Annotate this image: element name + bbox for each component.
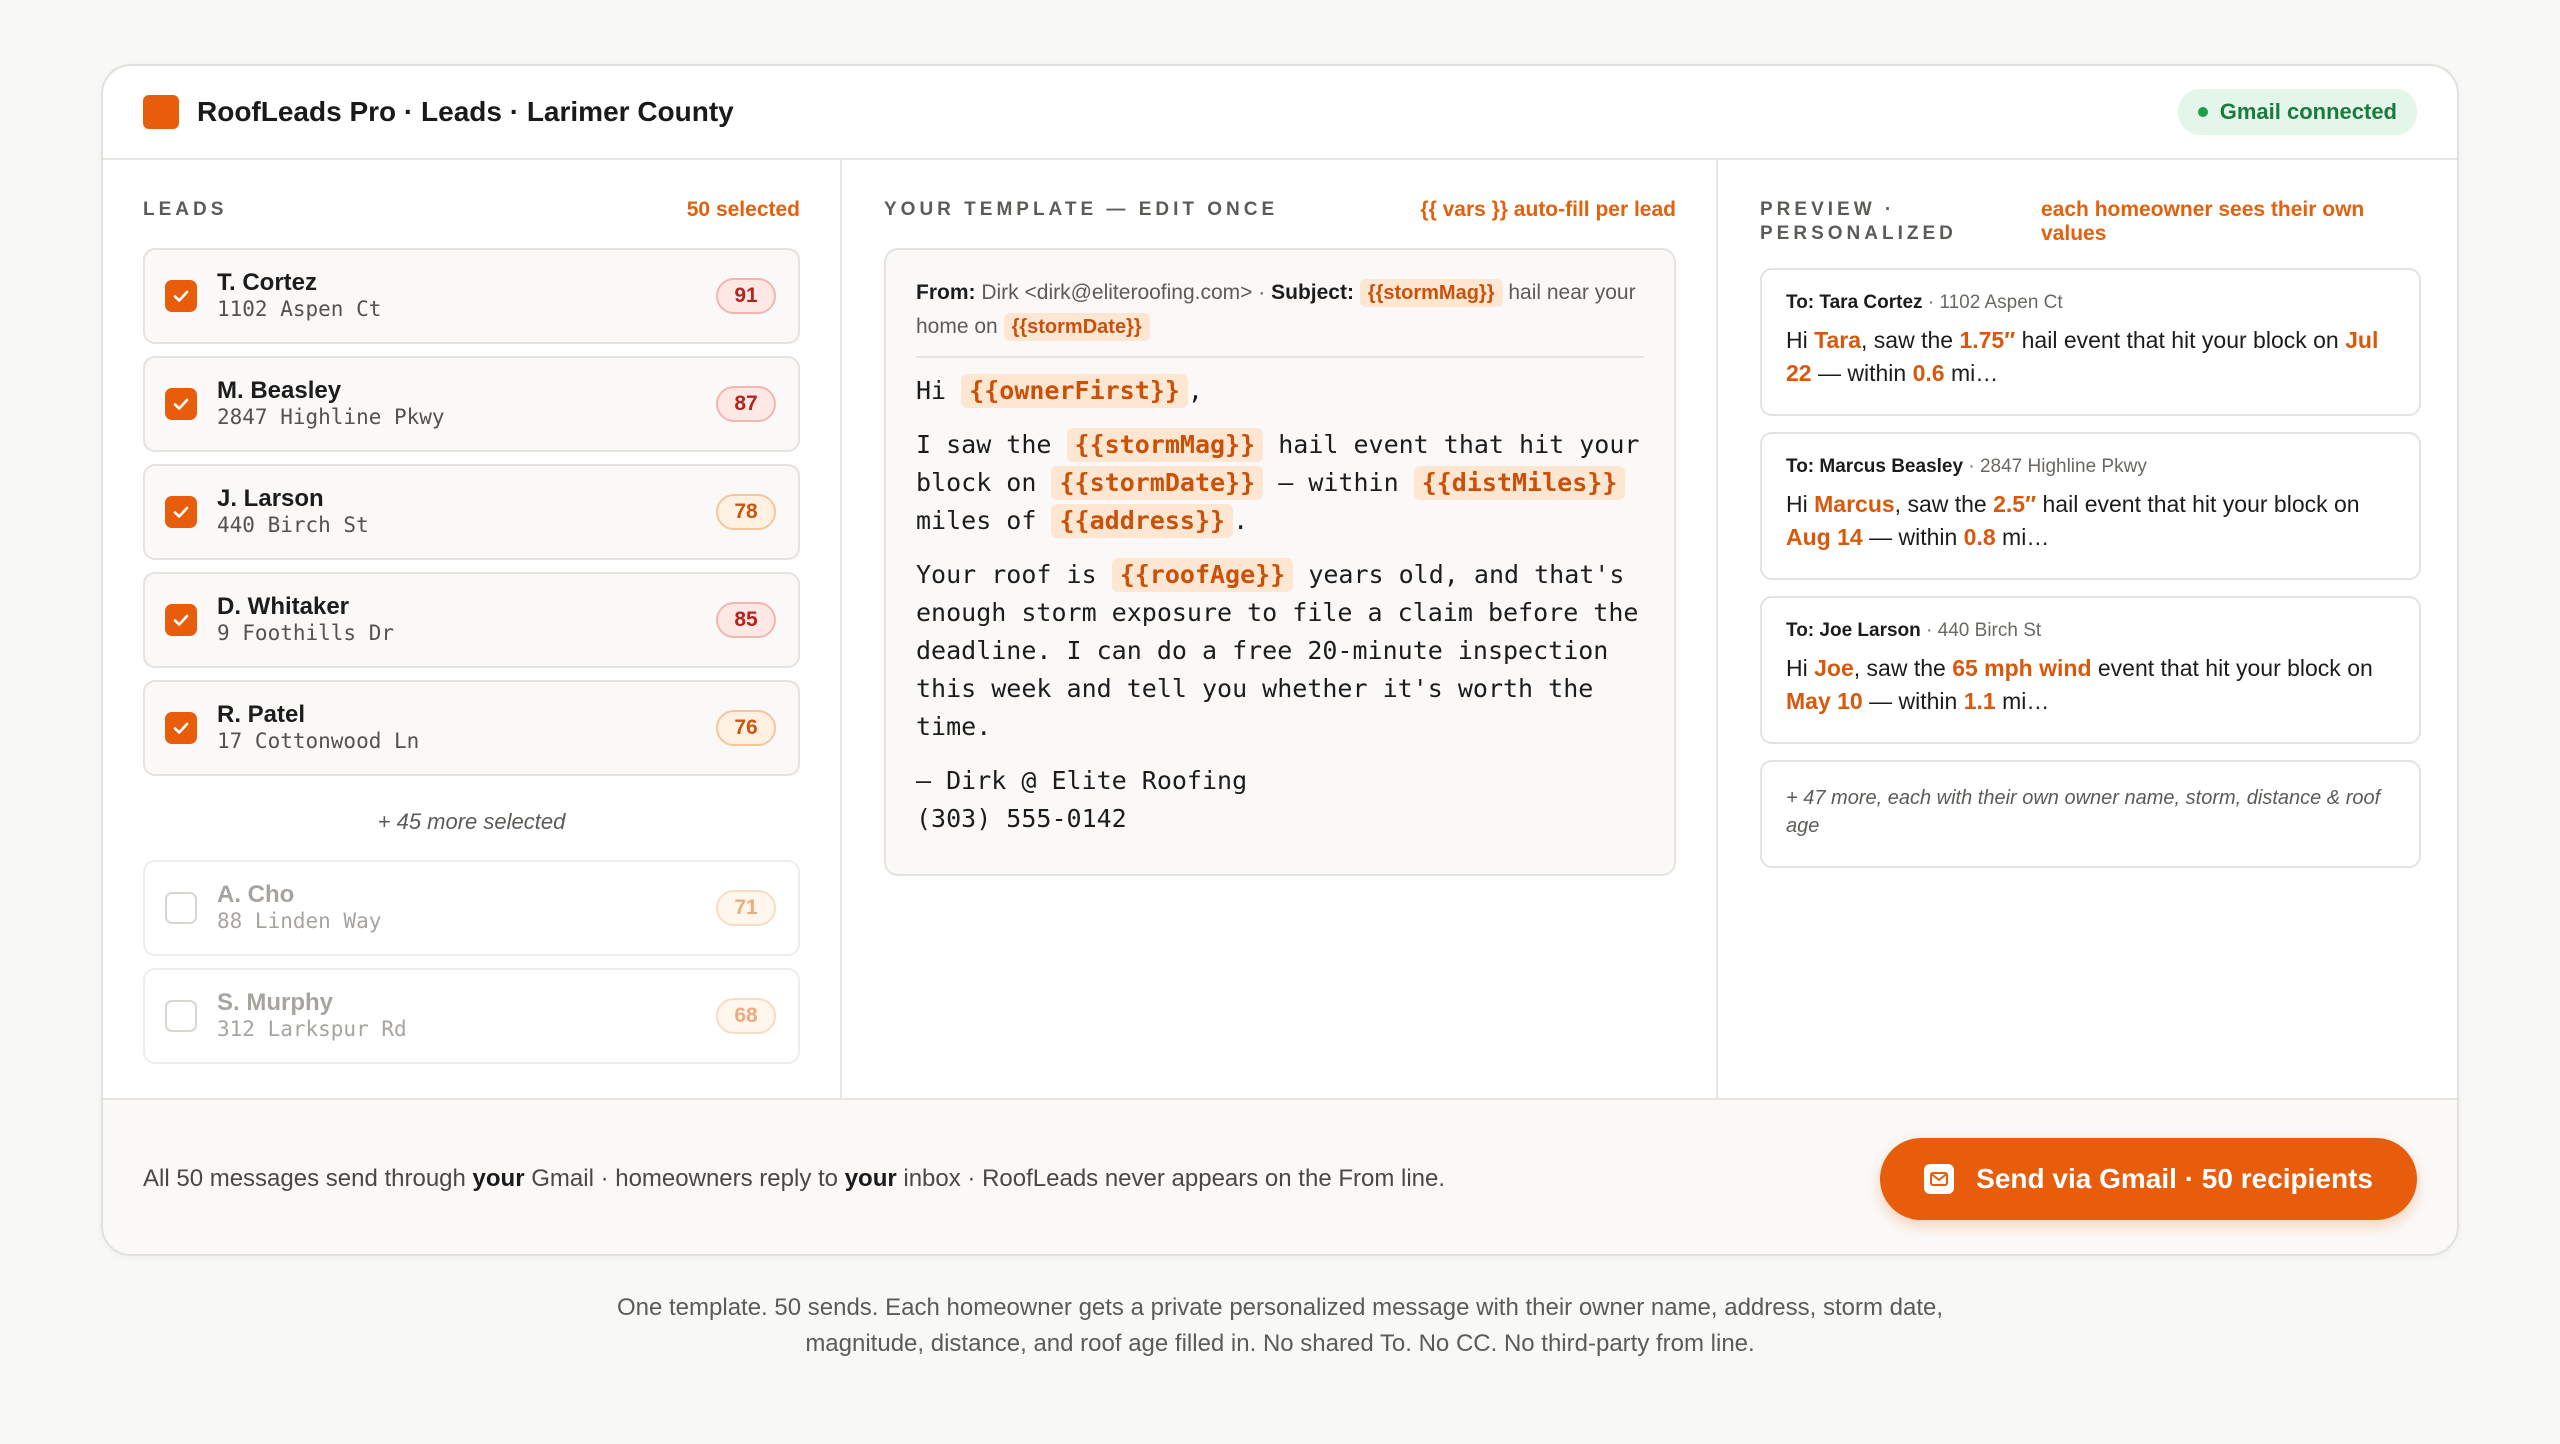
recipient-address: · 1102 Aspen Ct: [1927, 292, 2063, 313]
template-phone: (303) 555-0142: [916, 804, 1127, 833]
filled-value: Aug 14: [1786, 524, 1863, 550]
app-logo-icon: [143, 95, 179, 129]
filled-value: Tara: [1814, 327, 1862, 353]
lead-info: [217, 702, 716, 754]
preview-text: Hi: [1786, 491, 1808, 517]
template-variable: {{ownerFirst}}: [961, 374, 1188, 408]
check-icon: [171, 610, 191, 630]
lead-checkbox[interactable]: [165, 280, 197, 312]
template-variable: {{stormMag}}: [1360, 279, 1503, 307]
send-footer: [103, 1098, 2457, 1256]
filled-value: 0.8: [1963, 524, 1996, 550]
lead-address: 2847 Highline Pkwy: [217, 405, 445, 429]
filled-value: Joe: [1814, 655, 1854, 681]
preview-text: , saw the: [1894, 491, 1987, 517]
lead-address: 9 Foothills Dr: [217, 621, 395, 645]
lead-row-unselected[interactable]: [143, 860, 800, 956]
filled-value: Marcus: [1814, 491, 1895, 517]
check-icon: [171, 502, 191, 522]
template-vars-note: {{ vars }} auto-fill per lead: [1420, 198, 1676, 221]
lead-row-unselected[interactable]: [143, 968, 800, 1064]
lead-row[interactable]: [143, 680, 800, 776]
leads-header: [103, 198, 840, 248]
lead-row[interactable]: [143, 464, 800, 560]
preview-text: mi…: [2002, 524, 2050, 550]
template-variable: {{stormDate}}: [1004, 313, 1150, 341]
lead-score-badge: 71: [716, 890, 776, 926]
lead-info: [217, 594, 716, 646]
lead-checkbox[interactable]: [165, 892, 197, 924]
preview-text: hail event that hit your block on: [2021, 327, 2339, 353]
preview-card[interactable]: [1760, 268, 2421, 416]
preview-text: — within: [1869, 524, 1958, 550]
lead-checkbox[interactable]: [165, 712, 197, 744]
lead-checkbox[interactable]: [165, 496, 197, 528]
lead-checkbox[interactable]: [165, 604, 197, 636]
lead-score-badge: 85: [716, 602, 776, 638]
preview-text: event that hit your block on: [2097, 655, 2373, 681]
lead-address: 440 Birch St: [217, 513, 369, 537]
lead-name: S. Murphy: [217, 989, 334, 1016]
filled-value: Jul 22: [1786, 327, 2379, 386]
filled-value: 1.1: [1963, 688, 1996, 714]
lead-info: [217, 270, 716, 322]
template-signature: — Dirk @ Elite Roofing: [916, 766, 1248, 795]
app-header: [103, 66, 2457, 160]
preview-body: [1786, 488, 2395, 554]
preview-recipient: [1786, 618, 2395, 644]
filled-value: 1.75″: [1959, 327, 2016, 353]
footer-text: Gmail · homeowners reply to: [531, 1165, 839, 1192]
from-value: Dirk <dirk@eliteroofing.com> ·: [981, 281, 1266, 304]
preview-text: Hi: [1786, 655, 1808, 681]
more-selected-note: + 45 more selected: [377, 809, 566, 834]
preview-recipient: [1786, 454, 2395, 480]
main-card: [101, 64, 2459, 1256]
selected-count: 50 selected: [686, 198, 800, 221]
lead-info: [217, 882, 716, 934]
preview-text: — within: [1869, 688, 1958, 714]
send-via-gmail-button[interactable]: [1880, 1138, 2417, 1220]
lead-name: R. Patel: [217, 701, 306, 728]
template-variable: {{distMiles}}: [1414, 466, 1626, 500]
lead-row[interactable]: [143, 356, 800, 452]
template-variable: {{roofAge}}: [1112, 558, 1294, 592]
filled-value: 0.6: [1912, 360, 1945, 386]
check-icon: [171, 718, 191, 738]
lead-row[interactable]: [143, 572, 800, 668]
lead-score-badge: 87: [716, 386, 776, 422]
lead-name: M. Beasley: [217, 377, 342, 404]
preview-body: [1786, 324, 2395, 390]
lead-score-badge: 68: [716, 998, 776, 1034]
filled-value: 65 mph wind: [1952, 655, 2092, 681]
preview-list: [1720, 268, 2459, 868]
template-variable: {{address}}: [1051, 504, 1233, 538]
greeting-end: ,: [1187, 376, 1203, 405]
footer-emphasis: your: [844, 1165, 897, 1192]
caption-line: One template. 50 sends. Each homeowner gets a private personalized message with their owner name, address, storm date,: [616, 1294, 1944, 1321]
template-label: YOUR TEMPLATE — EDIT ONCE: [884, 199, 1279, 220]
send-button-label: Send via Gmail · 50 recipients: [1976, 1163, 2373, 1194]
template-header: [844, 198, 1716, 248]
check-icon: [171, 286, 191, 306]
preview-note: each homeowner sees their own values: [2041, 198, 2365, 245]
preview-text: mi…: [1950, 360, 1999, 386]
filled-value: May 10: [1786, 688, 1863, 714]
recipient-name: To: Tara Cortez: [1786, 292, 1923, 313]
divider: [916, 356, 1644, 358]
gmail-status-badge: [2178, 89, 2417, 135]
body-text: miles of: [916, 506, 1037, 535]
subject-label: Subject:: [1271, 281, 1354, 304]
preview-text: , saw the: [1861, 327, 1954, 353]
body-text: hail event that hit your block on: [916, 430, 1640, 497]
mail-icon: [1924, 1164, 1954, 1194]
preview-body: [1786, 652, 2395, 718]
recipient-name: To: Joe Larson: [1786, 620, 1921, 641]
lead-address: 1102 Aspen Ct: [217, 297, 382, 321]
preview-more-note: + 47 more, each with their own owner name, storm, distance & roof age: [1760, 760, 2421, 868]
preview-text: , saw the: [1853, 655, 1946, 681]
lead-info: [217, 990, 716, 1042]
lead-checkbox[interactable]: [165, 1000, 197, 1032]
preview-card[interactable]: [1760, 596, 2421, 744]
greeting-text: Hi: [916, 376, 947, 405]
template-variable: {{stormDate}}: [1051, 466, 1263, 500]
lead-checkbox[interactable]: [165, 388, 197, 420]
preview-label: PREVIEW · PERSONALIZED: [1760, 199, 1957, 244]
template-greeting: [916, 372, 1644, 410]
body-text: Your roof is: [916, 560, 1097, 589]
footer-text: inbox · RoofLeads never appears on the From line.: [903, 1165, 1446, 1192]
lead-address: 17 Cottonwood Ln: [217, 729, 420, 753]
recipient-address: · 440 Birch St: [1926, 620, 2042, 641]
template-panel: [844, 160, 1718, 1098]
leads-panel: [103, 160, 842, 1098]
body-text: I saw the: [916, 430, 1052, 459]
from-label: From:: [916, 281, 976, 304]
footer-note: [143, 1165, 1445, 1193]
template-paragraph: [916, 426, 1644, 540]
leads-label: LEADS: [143, 199, 228, 220]
template-meta: [916, 276, 1644, 344]
lead-info: [217, 486, 716, 538]
status-dot-icon: [2198, 107, 2208, 117]
preview-card[interactable]: [1760, 432, 2421, 580]
template-editor[interactable]: [884, 248, 1676, 876]
body-text: — within: [1278, 468, 1399, 497]
preview-panel: [1720, 160, 2459, 1098]
lead-score-badge: 78: [716, 494, 776, 530]
body-text: .: [1233, 506, 1249, 535]
preview-text: hail event that hit your block on: [2042, 491, 2360, 517]
body-text: years old, and that's enough storm exposure to file a claim before the deadline. I can do a free 20-minute inspection this week and tell you whether it's worth the time.: [916, 560, 1639, 741]
lead-address: 312 Larkspur Rd: [217, 1017, 407, 1041]
subject-text: hail near your home on: [916, 281, 1636, 338]
preview-text: mi…: [2002, 688, 2050, 714]
template-variable: {{stormMag}}: [1067, 428, 1264, 462]
lead-name: J. Larson: [217, 485, 324, 512]
template-paragraph: [916, 556, 1644, 746]
recipient-address: · 2847 Highline Pkwy: [1968, 456, 2147, 477]
preview-text: — within: [1817, 360, 1907, 386]
lead-info: [217, 378, 716, 430]
lead-score-badge: 91: [716, 278, 776, 314]
lead-address: 88 Linden Way: [217, 909, 382, 933]
footer-text: All 50 messages send through: [143, 1165, 466, 1192]
footer-emphasis: your: [472, 1165, 525, 1192]
lead-name: A. Cho: [217, 881, 295, 908]
preview-recipient: [1786, 290, 2395, 316]
lead-row[interactable]: [143, 248, 800, 344]
check-icon: [171, 394, 191, 414]
gmail-status-label: Gmail connected: [2219, 99, 2397, 124]
page-caption: [0, 1290, 2560, 1362]
caption-line: magnitude, distance, and roof age filled in. No shared To. No CC. No third-party from line.: [805, 1330, 1755, 1357]
lead-score-badge: 76: [716, 710, 776, 746]
lead-list: [103, 248, 840, 1064]
template-body: [916, 372, 1644, 838]
filled-value: 2.5″: [1993, 491, 2037, 517]
lead-name: D. Whitaker: [217, 593, 350, 620]
page-title: RoofLeads Pro · Leads · Larimer County: [197, 96, 734, 127]
preview-text: Hi: [1786, 327, 1808, 353]
recipient-name: To: Marcus Beasley: [1786, 456, 1964, 477]
preview-header: [1720, 198, 2459, 248]
lead-name: T. Cortez: [217, 269, 318, 296]
